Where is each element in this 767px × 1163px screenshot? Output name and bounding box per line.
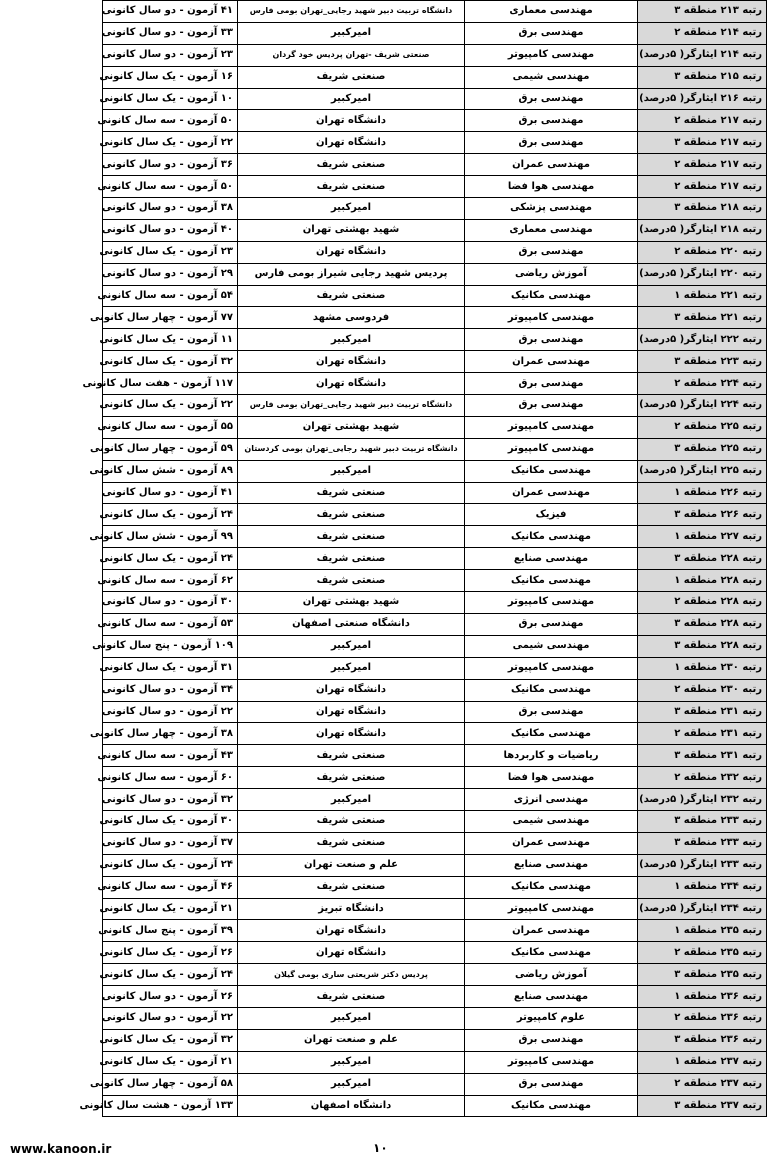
rank-cell: رتبه ۲۳۷ منطقه ۳ (638, 1095, 767, 1117)
table-row (103, 1029, 767, 1051)
exams-cell: ۴۱ آزمون - دو سال کانونی (103, 482, 238, 504)
field-cell: مهندسی کامپیوتر (465, 1051, 638, 1073)
rank-cell: رتبه ۲۳۵ منطقه ۳ (638, 964, 767, 986)
field-cell: مهندسی برق (465, 701, 638, 723)
exams-cell: ۲۲ آزمون - دو سال کانونی (103, 1007, 238, 1029)
field-cell: مهندسی کامپیوتر (465, 898, 638, 920)
field-cell: مهندسی کامپیوتر (465, 438, 638, 460)
rank-cell: رتبه ۲۳۳ ایثارگر( ۵درصد) (638, 854, 767, 876)
university-cell: صنعتی شریف (238, 285, 465, 307)
exams-cell: ۸۹ آزمون - شش سال کانونی (103, 460, 238, 482)
table-row (103, 241, 767, 263)
field-cell: علوم کامپیوتر (465, 1007, 638, 1029)
exams-cell: ۱۰۹ آزمون - پنج سال کانونی (103, 635, 238, 657)
rank-cell: رتبه ۲۱۷ منطقه ۲ (638, 154, 767, 176)
university-cell: صنعتی شریف (238, 154, 465, 176)
field-cell: مهندسی برق (465, 22, 638, 44)
rank-cell: رتبه ۲۲۷ منطقه ۱ (638, 526, 767, 548)
exams-cell: ۲۳ آزمون - دو سال کانونی (103, 44, 238, 66)
field-cell: فیزیک (465, 504, 638, 526)
exams-cell: ۶۰ آزمون - سه سال کانونی (103, 767, 238, 789)
field-cell: ریاضیات و کاربردها (465, 745, 638, 767)
field-cell: مهندسی برق (465, 110, 638, 132)
field-cell: مهندسی کامپیوتر (465, 592, 638, 614)
footer-website: www.kanoon.ir (10, 1142, 112, 1156)
university-cell: شهید بهشتی تهران (238, 416, 465, 438)
rank-cell: رتبه ۲۲۴ ایثارگر( ۵درصد) (638, 395, 767, 417)
rank-cell: رتبه ۲۱۵ منطقه ۳ (638, 66, 767, 88)
exams-cell: ۱۰ آزمون - یک سال کانونی (103, 88, 238, 110)
university-cell: دانشگاه تهران (238, 942, 465, 964)
field-cell: مهندسی شیمی (465, 635, 638, 657)
rank-cell: رتبه ۲۲۲ ایثارگر( ۵درصد) (638, 329, 767, 351)
field-cell: مهندسی عمران (465, 154, 638, 176)
rank-cell: رتبه ۲۱۸ ایثارگر( ۵درصد) (638, 219, 767, 241)
university-cell: امیرکبیر (238, 22, 465, 44)
field-cell: مهندسی کامپیوتر (465, 44, 638, 66)
university-cell: پردیس دکتر شریعتی ساری بومی گیلان (238, 964, 465, 986)
rank-cell: رتبه ۲۲۱ منطقه ۱ (638, 285, 767, 307)
table-row (103, 110, 767, 132)
university-cell: دانشگاه تهران (238, 241, 465, 263)
table-row (103, 198, 767, 220)
table-row (103, 635, 767, 657)
university-cell: صنعتی شریف (238, 526, 465, 548)
field-cell: مهندسی شیمی (465, 66, 638, 88)
table-row (103, 482, 767, 504)
rank-cell: رتبه ۲۳۶ منطقه ۲ (638, 1007, 767, 1029)
exams-cell: ۱۳۳ آزمون - هشت سال کانونی (103, 1095, 238, 1117)
exams-cell: ۳۸ آزمون - چهار سال کانونی (103, 723, 238, 745)
table-row (103, 460, 767, 482)
field-cell: مهندسی مکانیک (465, 1095, 638, 1117)
rank-cell: رتبه ۲۲۵ منطقه ۲ (638, 416, 767, 438)
table-row (103, 526, 767, 548)
rank-cell: رتبه ۲۳۱ منطقه ۳ (638, 745, 767, 767)
university-cell: دانشگاه تهران (238, 132, 465, 154)
university-cell: دانشگاه تهران (238, 679, 465, 701)
exams-cell: ۳۳ آزمون - دو سال کانونی (103, 22, 238, 44)
table-row (103, 832, 767, 854)
table-row (103, 329, 767, 351)
university-cell: امیرکبیر (238, 1073, 465, 1095)
exams-cell: ۹۹ آزمون - شش سال کانونی (103, 526, 238, 548)
exams-cell: ۵۹ آزمون - چهار سال کانونی (103, 438, 238, 460)
field-cell: مهندسی عمران (465, 832, 638, 854)
rank-cell: رتبه ۲۱۷ منطقه ۲ (638, 176, 767, 198)
field-cell: مهندسی مکانیک (465, 570, 638, 592)
university-cell: امیرکبیر (238, 789, 465, 811)
field-cell: آموزش ریاضی (465, 263, 638, 285)
rank-cell: رتبه ۲۱۶ ایثارگر( ۵درصد) (638, 88, 767, 110)
university-cell: دانشگاه تهران (238, 373, 465, 395)
exams-cell: ۴۶ آزمون - سه سال کانونی (103, 876, 238, 898)
field-cell: مهندسی مکانیک (465, 285, 638, 307)
rank-cell: رتبه ۲۲۵ منطقه ۳ (638, 438, 767, 460)
exams-cell: ۲۲ آزمون - دو سال کانونی (103, 701, 238, 723)
field-cell: مهندسی کامپیوتر (465, 307, 638, 329)
table-row (103, 285, 767, 307)
rank-cell: رتبه ۲۲۸ منطقه ۳ (638, 635, 767, 657)
table-row (103, 920, 767, 942)
exams-cell: ۳۱ آزمون - یک سال کانونی (103, 657, 238, 679)
field-cell: مهندسی مکانیک (465, 679, 638, 701)
field-cell: مهندسی پزشکی (465, 198, 638, 220)
field-cell: مهندسی مکانیک (465, 460, 638, 482)
field-cell: مهندسی برق (465, 329, 638, 351)
exams-cell: ۵۵ آزمون - سه سال کانونی (103, 416, 238, 438)
field-cell: مهندسی معماری (465, 1, 638, 23)
exams-cell: ۴۳ آزمون - سه سال کانونی (103, 745, 238, 767)
exams-cell: ۴۱ آزمون - دو سال کانونی (103, 1, 238, 23)
table-row (103, 1051, 767, 1073)
table-row (103, 44, 767, 66)
field-cell: مهندسی عمران (465, 920, 638, 942)
exams-cell: ۵۸ آزمون - چهار سال کانونی (103, 1073, 238, 1095)
table-row (103, 1073, 767, 1095)
university-cell: علم و صنعت تهران (238, 854, 465, 876)
university-cell: امیرکبیر (238, 1051, 465, 1073)
exams-cell: ۲۲ آزمون - یک سال کانونی (103, 132, 238, 154)
table-row (103, 154, 767, 176)
university-cell: صنعتی شریف (238, 176, 465, 198)
table-row (103, 767, 767, 789)
university-cell: شهید بهشتی تهران (238, 592, 465, 614)
exams-cell: ۳۹ آزمون - پنج سال کانونی (103, 920, 238, 942)
table-row (103, 592, 767, 614)
table-row (103, 416, 767, 438)
table-row (103, 351, 767, 373)
field-cell: مهندسی انرژی (465, 789, 638, 811)
rank-cell: رتبه ۲۲۶ منطقه ۳ (638, 504, 767, 526)
rank-cell: رتبه ۲۲۰ منطقه ۲ (638, 241, 767, 263)
field-cell: مهندسی عمران (465, 482, 638, 504)
field-cell: مهندسی عمران (465, 351, 638, 373)
exams-cell: ۲۲ آزمون - یک سال کانونی (103, 395, 238, 417)
university-cell: امیرکبیر (238, 1007, 465, 1029)
exams-cell: ۵۳ آزمون - سه سال کانونی (103, 613, 238, 635)
table-row (103, 132, 767, 154)
rank-cell: رتبه ۲۲۸ منطقه ۱ (638, 570, 767, 592)
exams-cell: ۱۱ آزمون - یک سال کانونی (103, 329, 238, 351)
field-cell: مهندسی مکانیک (465, 723, 638, 745)
table-row (103, 1007, 767, 1029)
exams-cell: ۴۰ آزمون - دو سال کانونی (103, 219, 238, 241)
university-cell: دانشگاه تهران (238, 723, 465, 745)
university-cell: امیرکبیر (238, 198, 465, 220)
exams-cell: ۲۱ آزمون - یک سال کانونی (103, 898, 238, 920)
table-row (103, 307, 767, 329)
rank-cell: رتبه ۲۳۵ منطقه ۲ (638, 942, 767, 964)
university-cell: شهید بهشتی تهران (238, 219, 465, 241)
table-row (103, 876, 767, 898)
table-row (103, 548, 767, 570)
exams-cell: ۲۹ آزمون - دو سال کانونی (103, 263, 238, 285)
university-cell: امیرکبیر (238, 88, 465, 110)
table-row (103, 504, 767, 526)
exams-cell: ۲۶ آزمون - یک سال کانونی (103, 942, 238, 964)
university-cell: صنعتی شریف (238, 482, 465, 504)
university-cell: صنعتی شریف (238, 745, 465, 767)
rank-cell: رتبه ۲۳۳ منطقه ۳ (638, 832, 767, 854)
table-row (103, 854, 767, 876)
field-cell: مهندسی برق (465, 1029, 638, 1051)
table-row (103, 964, 767, 986)
field-cell: مهندسی مکانیک (465, 876, 638, 898)
rank-cell: رتبه ۲۳۲ ایثارگر( ۵درصد) (638, 789, 767, 811)
exams-cell: ۶۲ آزمون - سه سال کانونی (103, 570, 238, 592)
field-cell: مهندسی برق (465, 241, 638, 263)
table-row (103, 373, 767, 395)
rank-cell: رتبه ۲۳۱ منطقه ۳ (638, 701, 767, 723)
table-row (103, 810, 767, 832)
university-cell: صنعتی شریف (238, 570, 465, 592)
field-cell: مهندسی شیمی (465, 810, 638, 832)
rank-cell: رتبه ۲۱۴ ایثارگر( ۵درصد) (638, 44, 767, 66)
rank-cell: رتبه ۲۲۰ ایثارگر( ۵درصد) (638, 263, 767, 285)
exams-cell: ۷۷ آزمون - چهار سال کانونی (103, 307, 238, 329)
rank-cell: رتبه ۲۳۲ منطقه ۲ (638, 767, 767, 789)
exams-cell: ۲۴ آزمون - یک سال کانونی (103, 964, 238, 986)
field-cell: مهندسی برق (465, 88, 638, 110)
field-cell: مهندسی هوا فضا (465, 767, 638, 789)
table-row (103, 723, 767, 745)
university-cell: صنعتی شریف (238, 504, 465, 526)
university-cell: دانشگاه تهران (238, 701, 465, 723)
university-cell: صنعتی شریف (238, 66, 465, 88)
results-table-body (79, 1, 767, 1117)
table-row (103, 1095, 767, 1117)
exams-cell: ۱۱۷ آزمون - هفت سال کانونی (103, 373, 238, 395)
university-cell: صنعتی شریف (238, 810, 465, 832)
exams-cell: ۳۲ آزمون - یک سال کانونی (103, 351, 238, 373)
university-cell: امیرکبیر (238, 460, 465, 482)
university-cell: امیرکبیر (238, 635, 465, 657)
rank-cell: رتبه ۲۲۳ منطقه ۳ (638, 351, 767, 373)
rank-cell: رتبه ۲۱۷ منطقه ۳ (638, 132, 767, 154)
table-row (103, 789, 767, 811)
field-cell: مهندسی مکانیک (465, 942, 638, 964)
rank-cell: رتبه ۲۳۵ منطقه ۱ (638, 920, 767, 942)
page-number: ۱۰ (373, 1141, 388, 1155)
table-row (103, 679, 767, 701)
university-cell: دانشگاه تهران (238, 920, 465, 942)
table-row (103, 986, 767, 1008)
rank-cell: رتبه ۲۳۱ منطقه ۲ (638, 723, 767, 745)
field-cell: مهندسی صنایع (465, 986, 638, 1008)
rank-cell: رتبه ۲۳۰ منطقه ۱ (638, 657, 767, 679)
university-cell: صنعتی شریف (238, 986, 465, 1008)
field-cell: مهندسی برق (465, 373, 638, 395)
exams-cell: ۵۴ آزمون - سه سال کانونی (103, 285, 238, 307)
rank-cell: رتبه ۲۲۵ ایثارگر( ۵درصد) (638, 460, 767, 482)
field-cell: آموزش ریاضی (465, 964, 638, 986)
university-cell: فردوسی مشهد (238, 307, 465, 329)
results-table (79, 0, 767, 1117)
university-cell: صنعتی شریف (238, 767, 465, 789)
university-cell: صنعتی شریف (238, 876, 465, 898)
exams-cell: ۳۶ آزمون - دو سال کانونی (103, 154, 238, 176)
table-row (103, 176, 767, 198)
university-cell: صنعتی شریف -تهران پردیس خود گردان (238, 44, 465, 66)
exams-cell: ۳۴ آزمون - دو سال کانونی (103, 679, 238, 701)
exams-cell: ۳۲ آزمون - یک سال کانونی (103, 1029, 238, 1051)
rank-cell: رتبه ۲۲۸ منطقه ۲ (638, 592, 767, 614)
table-row (103, 219, 767, 241)
exams-cell: ۲۴ آزمون - یک سال کانونی (103, 504, 238, 526)
university-cell: صنعتی شریف (238, 832, 465, 854)
field-cell: مهندسی صنایع (465, 548, 638, 570)
rank-cell: رتبه ۲۳۳ منطقه ۳ (638, 810, 767, 832)
university-cell: پردیس شهید رجایی شیراز بومی فارس (238, 263, 465, 285)
table-row (103, 745, 767, 767)
field-cell: مهندسی معماری (465, 219, 638, 241)
exams-cell: ۵۰ آزمون - سه سال کانونی (103, 176, 238, 198)
university-cell: دانشگاه تربیت دبیر شهید رجایی_تهران بومی فارس (238, 395, 465, 417)
exams-cell: ۵۰ آزمون - سه سال کانونی (103, 110, 238, 132)
table-row (103, 88, 767, 110)
university-cell: امیرکبیر (238, 329, 465, 351)
table-row (103, 942, 767, 964)
field-cell: مهندسی برق (465, 613, 638, 635)
rank-cell: رتبه ۲۲۶ منطقه ۱ (638, 482, 767, 504)
table-row (103, 395, 767, 417)
exams-cell: ۳۰ آزمون - دو سال کانونی (103, 592, 238, 614)
university-cell: دانشگاه تهران (238, 110, 465, 132)
field-cell: مهندسی کامپیوتر (465, 657, 638, 679)
rank-cell: رتبه ۲۲۸ منطقه ۳ (638, 548, 767, 570)
rank-cell: رتبه ۲۲۱ منطقه ۳ (638, 307, 767, 329)
university-cell: دانشگاه اصفهان (238, 1095, 465, 1117)
exams-cell: ۳۸ آزمون - دو سال کانونی (103, 198, 238, 220)
table-row (103, 657, 767, 679)
table-row (103, 701, 767, 723)
field-cell: مهندسی برق (465, 1073, 638, 1095)
table-row (103, 438, 767, 460)
rank-cell: رتبه ۲۱۴ منطقه ۲ (638, 22, 767, 44)
exams-cell: ۲۶ آزمون - دو سال کانونی (103, 986, 238, 1008)
rank-cell: رتبه ۲۳۶ منطقه ۳ (638, 1029, 767, 1051)
rank-cell: رتبه ۲۳۶ منطقه ۱ (638, 986, 767, 1008)
exams-cell: ۱۶ آزمون - یک سال کانونی (103, 66, 238, 88)
exams-cell: ۲۴ آزمون - یک سال کانونی (103, 854, 238, 876)
table-row (103, 898, 767, 920)
table-row (103, 570, 767, 592)
field-cell: مهندسی هوا فضا (465, 176, 638, 198)
rank-cell: رتبه ۲۳۴ منطقه ۱ (638, 876, 767, 898)
university-cell: دانشگاه تهران (238, 351, 465, 373)
table-row (103, 1, 767, 23)
rank-cell: رتبه ۲۱۷ منطقه ۲ (638, 110, 767, 132)
field-cell: مهندسی صنایع (465, 854, 638, 876)
field-cell: مهندسی مکانیک (465, 526, 638, 548)
rank-cell: رتبه ۲۳۷ منطقه ۲ (638, 1073, 767, 1095)
field-cell: مهندسی برق (465, 132, 638, 154)
rank-cell: رتبه ۲۱۳ منطقه ۳ (638, 1, 767, 23)
university-cell: دانشگاه صنعتی اصفهان (238, 613, 465, 635)
rank-cell: رتبه ۲۳۰ منطقه ۲ (638, 679, 767, 701)
exams-cell: ۲۴ آزمون - یک سال کانونی (103, 548, 238, 570)
exams-cell: ۲۱ آزمون - یک سال کانونی (103, 1051, 238, 1073)
rank-cell: رتبه ۲۱۸ منطقه ۳ (638, 198, 767, 220)
field-cell: مهندسی کامپیوتر (465, 416, 638, 438)
rank-cell: رتبه ۲۳۷ منطقه ۱ (638, 1051, 767, 1073)
rank-cell: رتبه ۲۳۴ ایثارگر( ۵درصد) (638, 898, 767, 920)
university-cell: صنعتی شریف (238, 548, 465, 570)
university-cell: دانشگاه تبریز (238, 898, 465, 920)
exams-cell: ۳۷ آزمون - دو سال کانونی (103, 832, 238, 854)
rank-cell: رتبه ۲۲۴ منطقه ۲ (638, 373, 767, 395)
table-row (103, 22, 767, 44)
exams-cell: ۳۲ آزمون - دو سال کانونی (103, 789, 238, 811)
university-cell: دانشگاه تربیت دبیر شهید رجایی_تهران بومی فارس (238, 1, 465, 23)
university-cell: امیرکبیر (238, 657, 465, 679)
table-row (103, 263, 767, 285)
university-cell: دانشگاه تربیت دبیر شهید رجایی_تهران بومی کردستان (238, 438, 465, 460)
exams-cell: ۳۰ آزمون - یک سال کانونی (103, 810, 238, 832)
rank-cell: رتبه ۲۲۸ منطقه ۳ (638, 613, 767, 635)
university-cell: علم و صنعت تهران (238, 1029, 465, 1051)
table-row (103, 66, 767, 88)
exams-cell: ۲۳ آزمون - یک سال کانونی (103, 241, 238, 263)
table-row (103, 613, 767, 635)
field-cell: مهندسی برق (465, 395, 638, 417)
